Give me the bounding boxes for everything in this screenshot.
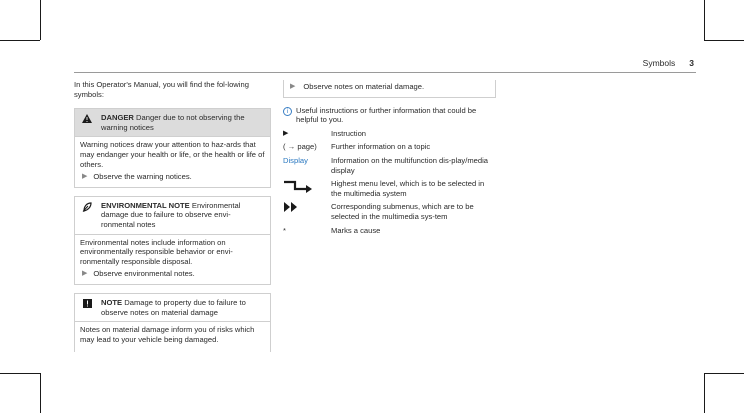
material-header <box>75 294 270 321</box>
environmental-keyword: ENVIRONMENTAL NOTE <box>101 200 190 210</box>
right-column <box>283 80 496 239</box>
danger-notice <box>74 108 271 188</box>
symbol-description: Further information on a topic <box>331 142 431 152</box>
crop-mark <box>40 373 41 413</box>
symbol-description: Instruction <box>331 128 367 138</box>
bottom-fade <box>74 358 272 368</box>
crop-mark <box>704 373 744 374</box>
symbol-row <box>283 202 496 221</box>
material-text: Notes on material damage inform you of risks which may lead to your vehicle being damaged. <box>80 325 255 344</box>
page-reference-symbol: ( → page) <box>283 142 317 152</box>
material-keyword: NOTE <box>101 297 123 307</box>
environmental-notice <box>74 196 271 285</box>
crop-mark <box>704 373 705 413</box>
crop-mark <box>40 0 41 40</box>
material-action-text: Observe notes on material damage. <box>303 82 425 91</box>
symbol-row <box>283 142 496 152</box>
instruction-arrow-icon: ▶ <box>290 83 296 90</box>
danger-header <box>75 109 270 136</box>
environmental-body <box>75 234 270 284</box>
display-symbol: Display <box>283 155 308 165</box>
instruction-arrow-icon: ▶ <box>283 129 289 137</box>
crop-mark <box>0 40 40 41</box>
environmental-action <box>80 269 265 279</box>
danger-action <box>80 172 265 182</box>
symbol-row <box>283 129 496 139</box>
environmental-title-text: Environmental damage due to failure to observe envi-ronmental notes <box>101 200 241 229</box>
material-notice <box>74 293 271 352</box>
double-arrow-icon <box>283 202 331 221</box>
symbol-row <box>283 179 496 198</box>
symbol-description: Information on the multifunction dis-play/media display <box>331 155 489 175</box>
section-title: Symbols <box>642 58 676 68</box>
danger-keyword: DANGER <box>101 113 134 123</box>
crop-mark <box>0 373 40 374</box>
intro-text: In this Operator's Manual, you will find the fol-lowing symbols: <box>74 80 249 99</box>
material-title-text: Damage to property due to failure to observe notes on material damage <box>101 297 246 317</box>
asterisk-symbol: * <box>283 225 286 235</box>
material-body <box>75 321 270 352</box>
symbol-description: Corresponding submenus, which are to be selected in the multimedia sys-tem <box>331 202 474 221</box>
info-note <box>283 106 496 125</box>
info-icon: i <box>283 107 292 116</box>
symbol-row <box>283 226 496 236</box>
info-note-text: Useful instructions or further information that could be helpful to you. <box>296 105 477 125</box>
danger-title-text: Danger due to not observing the warning notices <box>101 113 245 132</box>
environmental-title <box>101 201 264 230</box>
material-action-continued <box>283 80 496 98</box>
danger-title <box>101 113 264 132</box>
instruction-arrow-icon: ▶ <box>82 270 88 278</box>
left-column <box>74 80 271 360</box>
menu-arrow-icon <box>283 179 331 198</box>
environment-leaf-icon <box>81 201 93 230</box>
crop-mark <box>704 0 705 40</box>
instruction-arrow-icon: ▶ <box>82 173 88 181</box>
symbol-description: Highest menu level, which is to be selected in the multimedia system <box>331 179 485 198</box>
running-head <box>643 58 694 68</box>
danger-action-text: Observe the warning notices. <box>93 172 192 182</box>
environmental-header <box>75 197 270 234</box>
warning-triangle-icon <box>81 113 93 132</box>
crop-mark <box>704 40 744 41</box>
exclamation-box-icon <box>81 298 93 317</box>
symbol-row <box>283 156 496 175</box>
material-title <box>101 298 264 317</box>
symbol-description: Marks a cause <box>331 225 381 235</box>
header-rule <box>74 72 696 73</box>
page-number: 3 <box>689 58 694 68</box>
danger-body <box>75 136 270 186</box>
environmental-action-text: Observe environmental notes. <box>93 269 195 279</box>
environmental-text: Environmental notes include information on environmentally responsible behavior or envi-ronmentally responsible disposal. <box>80 237 233 266</box>
danger-text: Warning notices draw your attention to haz-ards that may endanger your health or life, or the health or life of others. <box>80 140 265 169</box>
